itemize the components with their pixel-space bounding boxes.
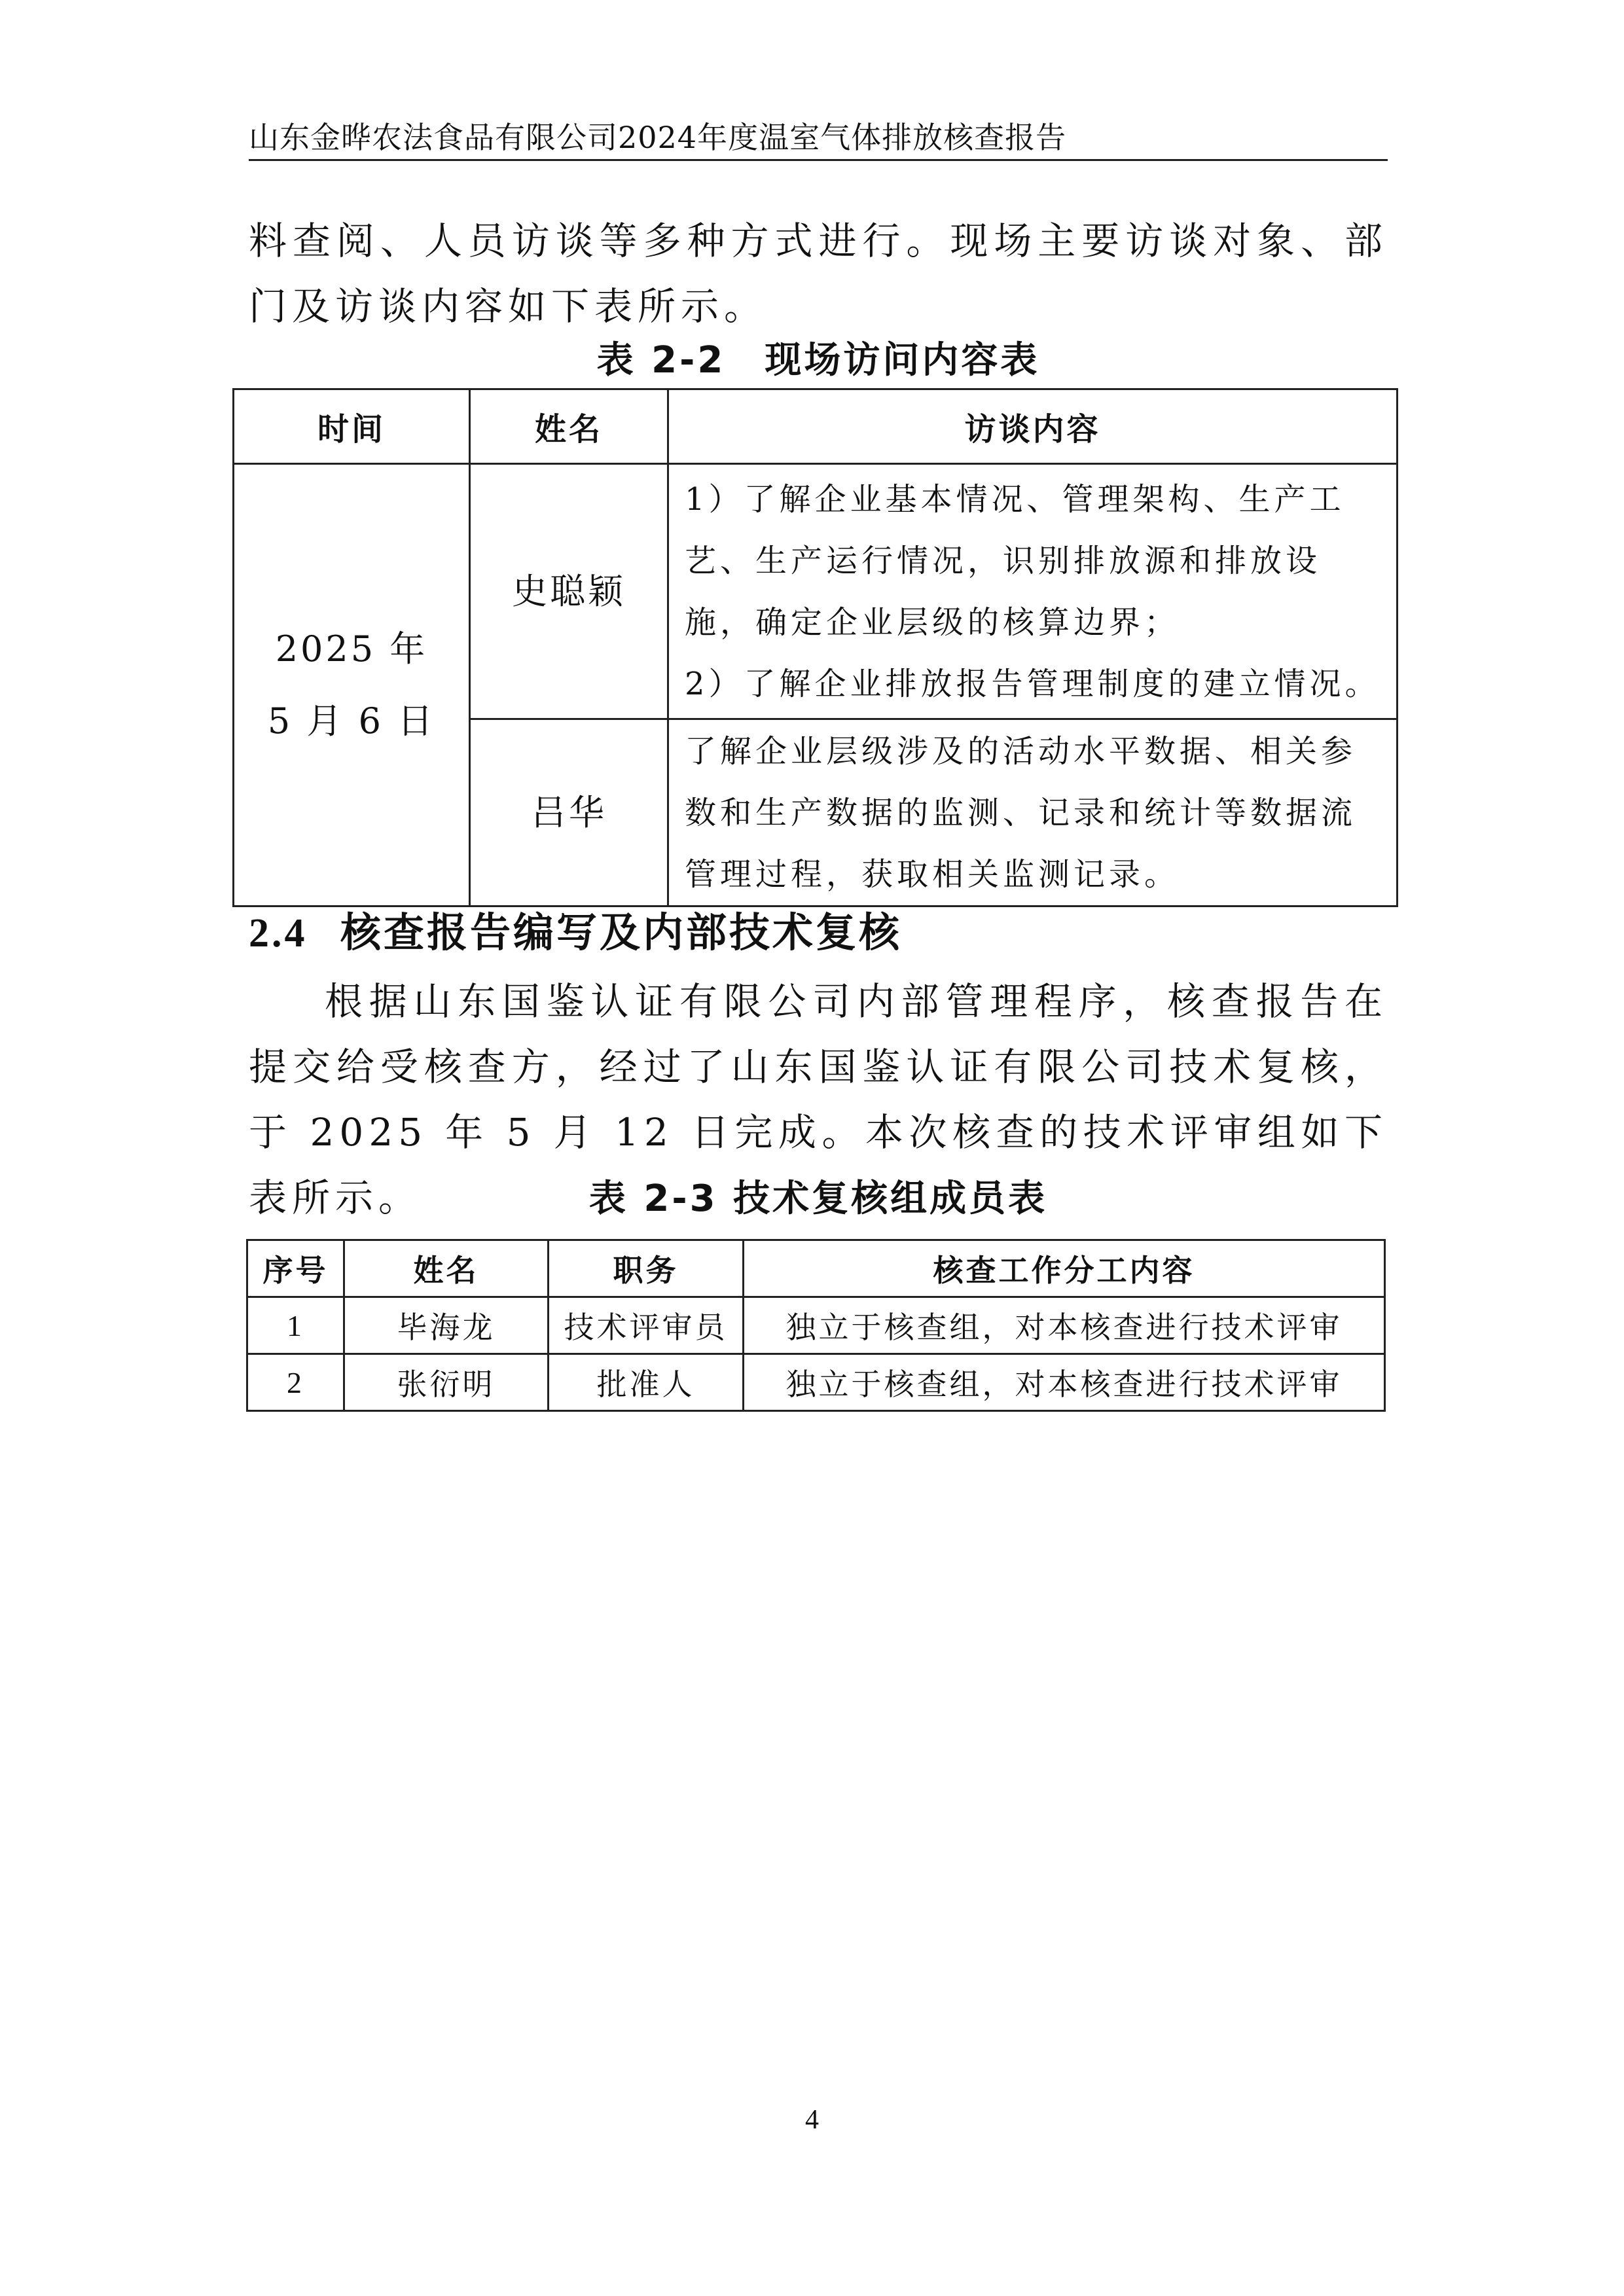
interviewee-name: 吕华 — [470, 719, 668, 906]
page-number: 4 — [805, 2105, 819, 2135]
interview-content-cell — [668, 719, 1398, 906]
row-index: 2 — [247, 1354, 344, 1411]
interview-date-year: 2025 年 — [275, 628, 428, 670]
member-name: 张衍明 — [344, 1354, 549, 1411]
interview-content-line: 了解企业层级涉及的活动水平数据、相关参数和生产数据的监测、记录和统计等数据流管理过程，获取相关监测记录。 — [685, 732, 1357, 893]
table-row — [234, 464, 1398, 719]
member-name: 毕海龙 — [344, 1297, 549, 1354]
row-index: 1 — [247, 1297, 344, 1354]
table-2-3-caption: 表 2-3 技术复核组成员表 — [588, 1177, 1048, 1220]
column-header-time: 时间 — [234, 389, 470, 464]
table-2-2-caption: 表 2-2 现场访问内容表 — [596, 339, 1040, 382]
section-heading — [249, 900, 902, 958]
review-team-table — [246, 1239, 1386, 1412]
table-header-row — [247, 1240, 1385, 1297]
column-header-name: 姓名 — [470, 389, 668, 464]
table-row — [247, 1354, 1385, 1411]
interview-table — [232, 388, 1398, 907]
interview-content-cell — [668, 464, 1398, 719]
header-rule — [249, 159, 1388, 161]
member-role: 批准人 — [549, 1354, 744, 1411]
running-header: 山东金晔农法食品有限公司2024年度温室气体排放核查报告 — [249, 120, 1067, 155]
column-header-content: 访谈内容 — [668, 389, 1398, 464]
table-header-row — [234, 389, 1398, 464]
member-role: 技术评审员 — [549, 1297, 744, 1354]
column-header-index: 序号 — [247, 1240, 344, 1297]
interview-date-day: 5 月 6 日 — [267, 700, 436, 742]
section-title: 核查报告编写及内部技术复核 — [340, 908, 903, 956]
interview-date-cell — [234, 464, 470, 906]
column-header-name: 姓名 — [344, 1240, 549, 1297]
section-number: 2.4 — [249, 911, 308, 956]
member-duty: 独立于核查组，对本核查进行技术评审 — [744, 1297, 1385, 1354]
column-header-duty: 核查工作分工内容 — [744, 1240, 1385, 1297]
interview-content-line: 2）了解企业排放报告管理制度的建立情况。 — [685, 665, 1380, 702]
column-header-role: 职务 — [549, 1240, 744, 1297]
intro-paragraph: 料查阅、人员访谈等多种方式进行。现场主要访谈对象、部门及访谈内容如下表所示。 — [249, 219, 1388, 329]
section-paragraph: 根据山东国鉴认证有限公司内部管理程序，核查报告在提交给受核查方，经过了山东国鉴认证有限公司技术复核，于 2025 年 5 月 12 日完成。本次核查的技术评审组如下表所示。 — [249, 979, 1388, 1220]
interview-content-line: 1）了解企业基本情况、管理架构、生产工艺、生产运行情况，识别排放源和排放设施，确定企业层级的核算边界； — [685, 480, 1345, 641]
member-duty: 独立于核查组，对本核查进行技术评审 — [744, 1354, 1385, 1411]
interviewee-name: 史聪颖 — [470, 464, 668, 719]
table-row — [247, 1297, 1385, 1354]
